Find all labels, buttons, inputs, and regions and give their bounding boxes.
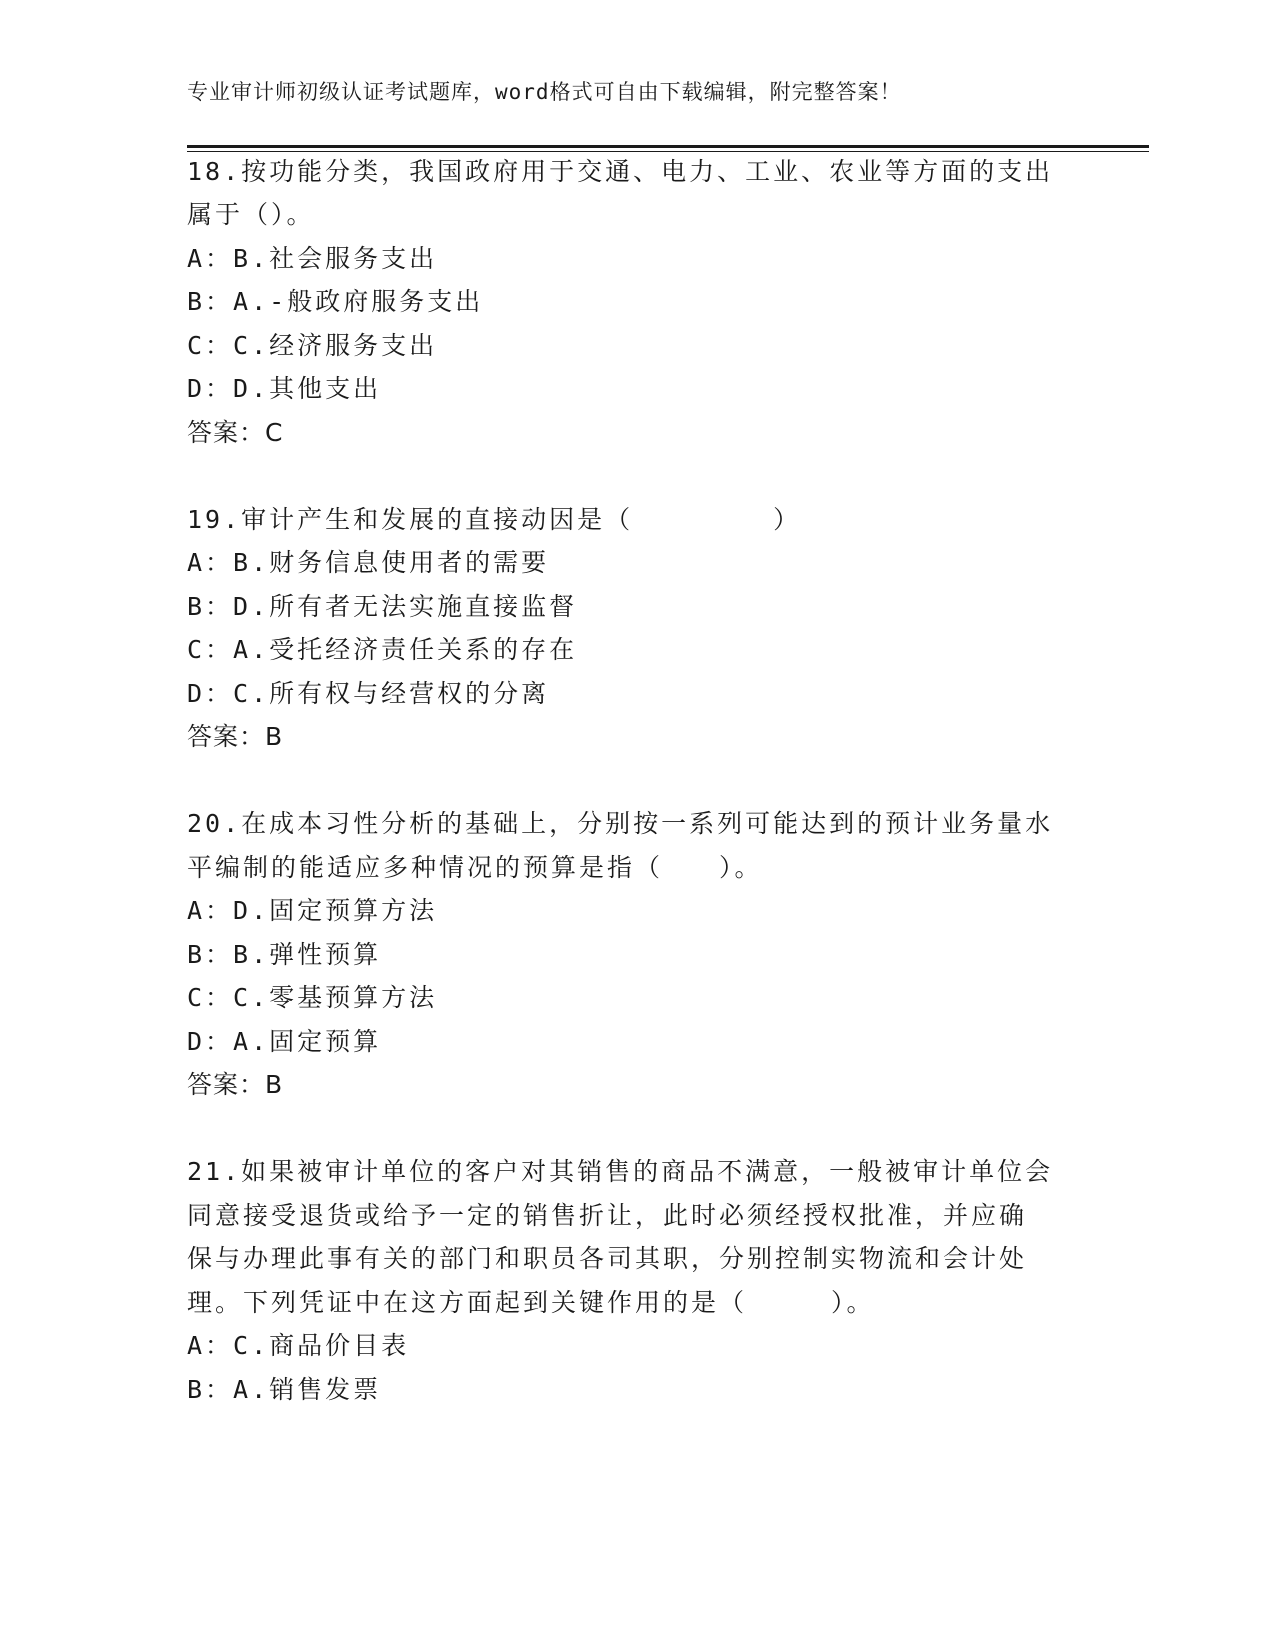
question-21-option-a: A：C.商品价目表 bbox=[187, 1331, 410, 1360]
question-20-option-d: D：A.固定预算 bbox=[187, 1027, 382, 1056]
question-20-text-line-1: 20.在成本习性分析的基础上，分别按一系列可能达到的预计业务量水 bbox=[187, 809, 1054, 838]
question-20-option-b: B：B.弹性预算 bbox=[187, 940, 382, 969]
page-header: 专业审计师初级认证考试题库，word格式可自由下载编辑，附完整答案！ bbox=[187, 80, 902, 104]
question-18-option-d: D：D.其他支出 bbox=[187, 374, 382, 403]
question-20-text-line-2: 平编制的能适应多种情况的预算是指（ ）。 bbox=[187, 853, 763, 882]
question-21-text-line-3: 保与办理此事有关的部门和职员各司其职，分别控制实物流和会计处 bbox=[187, 1244, 1028, 1273]
question-18-text-line-2: 属于（）。 bbox=[187, 200, 315, 229]
question-19-answer: 答案：B bbox=[187, 722, 284, 751]
question-19-text-line-1: 19.审计产生和发展的直接动因是（ ） bbox=[187, 505, 802, 534]
question-18-option-a: A：B.社会服务支出 bbox=[187, 244, 438, 273]
header-rule bbox=[187, 145, 1149, 148]
question-21-option-b: B：A.销售发票 bbox=[187, 1375, 382, 1404]
question-19-option-b: B：D.所有者无法实施直接监督 bbox=[187, 592, 578, 621]
question-20-option-a: A：D.固定预算方法 bbox=[187, 896, 438, 925]
question-19-option-a: A：B.财务信息使用者的需要 bbox=[187, 548, 550, 577]
question-20-option-c: C：C.零基预算方法 bbox=[187, 983, 438, 1012]
question-18-option-b: B：A.-般政府服务支出 bbox=[187, 287, 484, 316]
question-21-text-line-1: 21.如果被审计单位的客户对其销售的商品不满意，一般被审计单位会 bbox=[187, 1157, 1054, 1186]
question-21-text-line-4: 理。下列凭证中在这方面起到关键作用的是（ ）。 bbox=[187, 1288, 875, 1317]
question-19-option-d: D：C.所有权与经营权的分离 bbox=[187, 679, 550, 708]
question-20-answer: 答案：B bbox=[187, 1070, 284, 1099]
question-19-option-c: C：A.受托经济责任关系的存在 bbox=[187, 635, 578, 664]
question-18-answer: 答案：C bbox=[187, 418, 284, 447]
question-18-option-c: C：C.经济服务支出 bbox=[187, 331, 438, 360]
question-18-text-line-1: 18.按功能分类，我国政府用于交通、电力、工业、农业等方面的支出 bbox=[187, 157, 1054, 186]
question-21-text-line-2: 同意接受退货或给予一定的销售折让，此时必须经授权批准，并应确 bbox=[187, 1201, 1028, 1230]
